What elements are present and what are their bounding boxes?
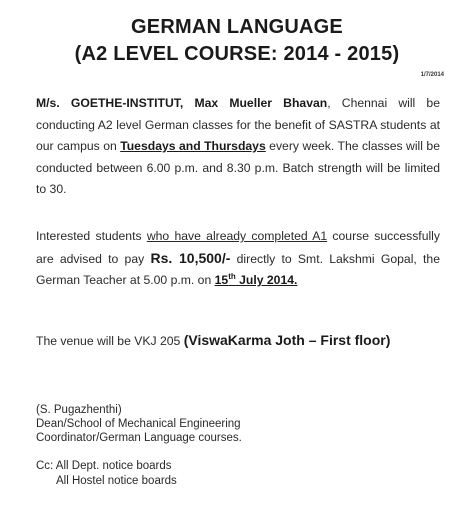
signatory-name: (S. Pugazhenthi) — [36, 404, 122, 416]
paragraph-class-details — [36, 93, 440, 201]
notice-title: GERMAN LANGUAGE — [131, 16, 343, 38]
paragraph2-text-c: directly to Smt. Lakshmi Gopal, the German Teacher at 5.00 p.m. on — [36, 251, 440, 287]
payment-date: 15th July 2014. — [214, 271, 298, 287]
signatory-title-2: Coordinator/German Language courses. — [36, 432, 242, 445]
paragraph2-text-b: course successfully are advised to pay — [36, 229, 440, 266]
signature-block — [36, 403, 242, 446]
signatory-title-1: Dean/School of Mechanical Engineering — [36, 418, 241, 431]
cc-line-1: Cc: All Dept. notice boards — [36, 460, 172, 472]
eligibility-condition: who have already completed A1 — [146, 229, 328, 243]
notice-subtitle: (A2 LEVEL COURSE: 2014 - 2015) — [74, 43, 400, 65]
paragraph-venue — [36, 330, 440, 353]
fee-amount: Rs. 10,500/- — [150, 249, 231, 266]
paragraph2-text-a: Interested students — [36, 229, 147, 243]
paragraph1-text-b: every week. The classes will be conducted between 6.00 p.m. and 8.30 p.m. Batch strength will be limited to 30. — [36, 139, 440, 196]
cc-line-2: All Hostel notice boards — [56, 475, 177, 487]
class-days: Tuesdays and Thursdays — [120, 139, 266, 153]
paragraph-payment-details — [36, 226, 440, 292]
organization-name: M/s. GOETHE-INSTITUT, Max Mueller Bhavan — [36, 96, 328, 110]
notice-date: 1/7/2014 — [420, 72, 444, 78]
cc-block — [36, 459, 177, 489]
paragraph1-text-a: , Chennai will be conducting A2 level German classes for the benefit of SASTRA students at our campus on — [36, 96, 440, 153]
venue-place: (ViswaKarma Joth – First floor) — [183, 332, 391, 348]
venue-text: The venue will be VKJ 205 — [36, 334, 184, 348]
